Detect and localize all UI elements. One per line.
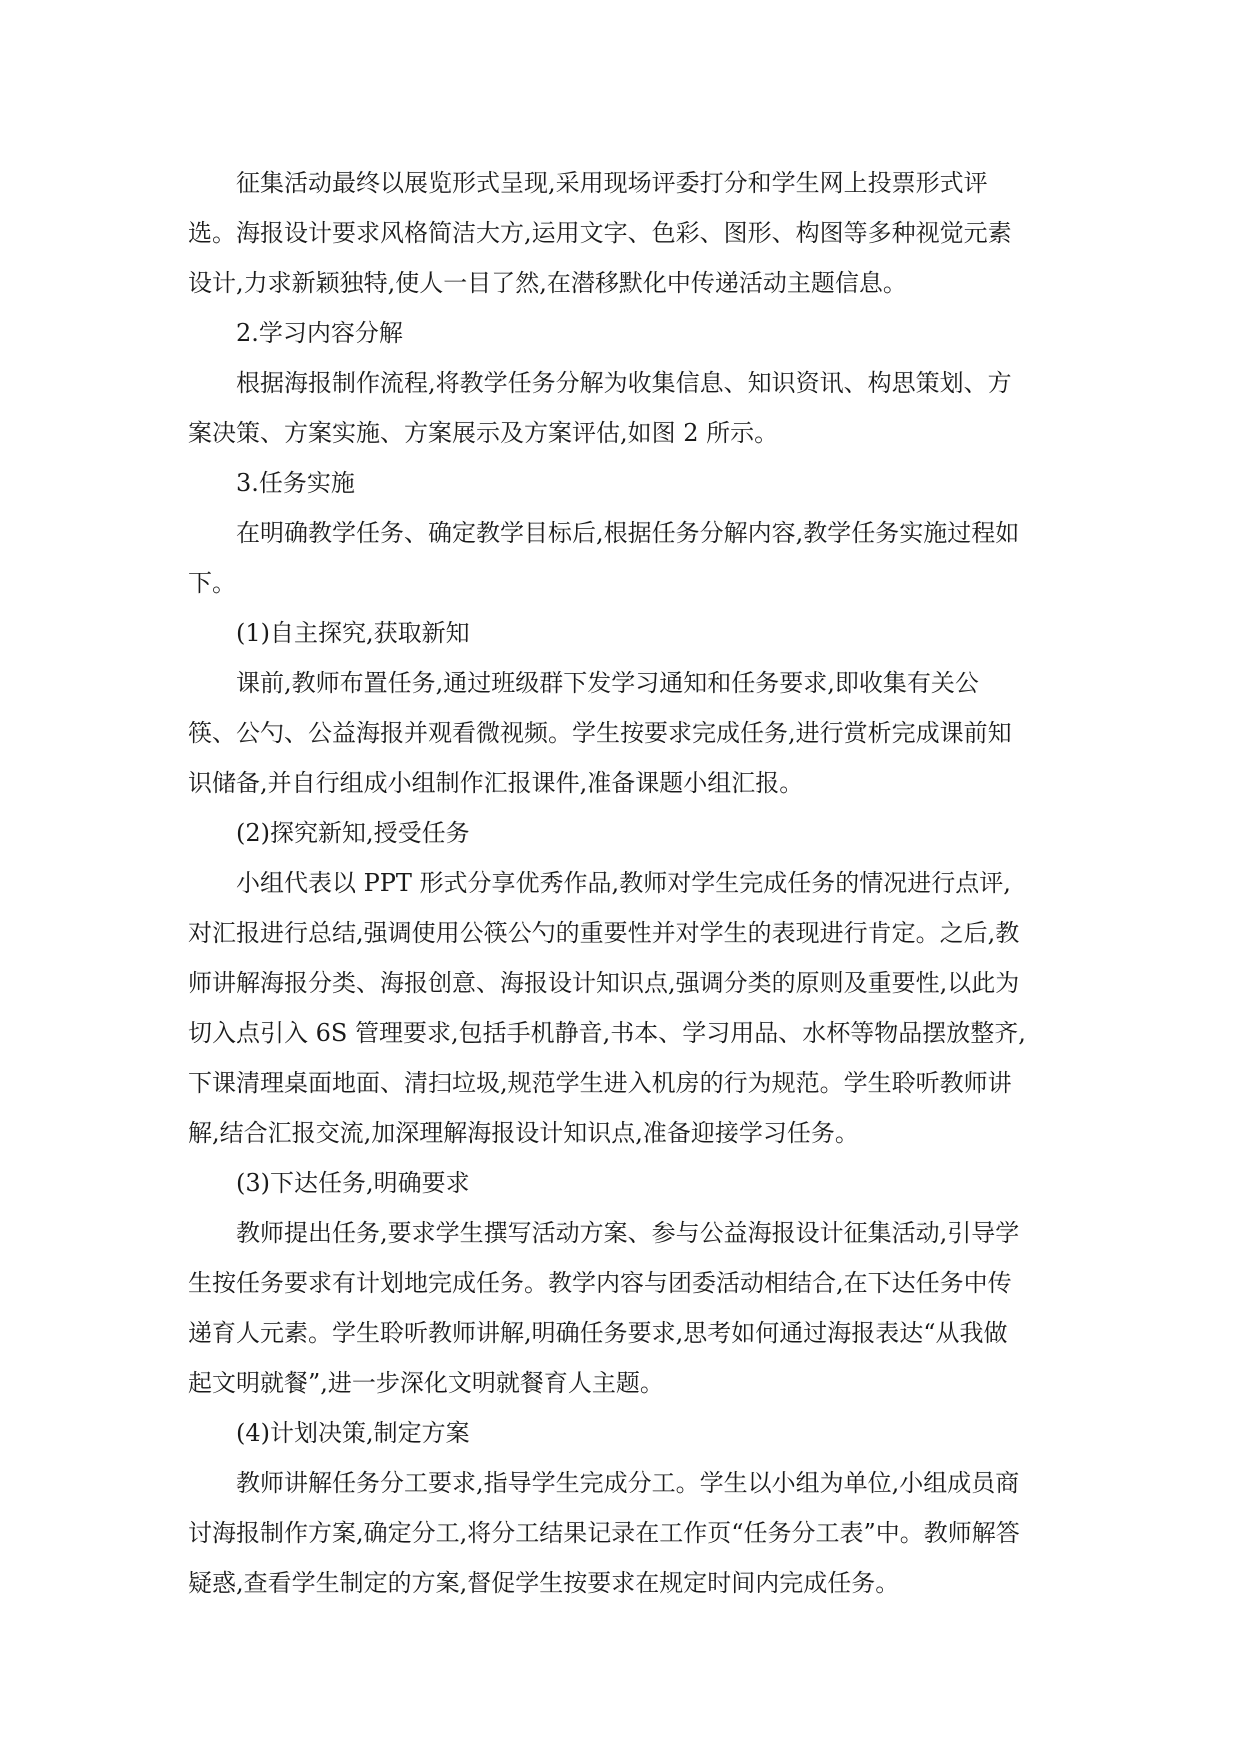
paragraph-line: 在明确教学任务、确定教学目标后,根据任务分解内容,教学任务实施过程如 [236,519,1020,547]
section-heading: 2.学习内容分解 [236,319,403,347]
paragraph-line: 设计,力求新颖独特,使人一目了然,在潜移默化中传递活动主题信息。 [188,269,907,297]
paragraph-line: 下。 [188,569,236,597]
paragraph-line: 起文明就餐”,进一步深化文明就餐育人主题。 [188,1369,664,1397]
paragraph-line: 解,结合汇报交流,加深理解海报设计知识点,准备迎接学习任务。 [188,1119,859,1147]
paragraph-line: 递育人元素。学生聆听教师讲解,明确任务要求,思考如何通过海报表达“从我做 [188,1319,1008,1347]
paragraph-line: 疑惑,查看学生制定的方案,督促学生按要求在规定时间内完成任务。 [188,1569,900,1597]
paragraph-line: 讨海报制作方案,确定分工,将分工结果记录在工作页“任务分工表”中。教师解答 [188,1519,1020,1547]
paragraph-line: 筷、公勺、公益海报并观看微视频。学生按要求完成任务,进行赏析完成课前知 [188,719,1012,747]
paragraph-line: 课前,教师布置任务,通过班级群下发学习通知和任务要求,即收集有关公 [236,669,979,697]
paragraph-line: 小组代表以 PPT 形式分享优秀作品,教师对学生完成任务的情况进行点评, [236,869,1011,897]
paragraph-line: 识储备,并自行组成小组制作汇报课件,准备课题小组汇报。 [188,769,804,797]
paragraph-line: 师讲解海报分类、海报创意、海报设计知识点,强调分类的原则及重要性,以此为 [188,969,1020,997]
subsection-heading: (4)计划决策,制定方案 [236,1419,470,1447]
paragraph-line: 征集活动最终以展览形式呈现,采用现场评委打分和学生网上投票形式评 [236,169,988,197]
paragraph-line: 教师提出任务,要求学生撰写活动方案、参与公益海报设计征集活动,引导学 [236,1219,1020,1247]
paragraph-line: 对汇报进行总结,强调使用公筷公勺的重要性并对学生的表现进行肯定。之后,教 [188,919,1020,947]
paragraph-line: 下课清理桌面地面、清扫垃圾,规范学生进入机房的行为规范。学生聆听教师讲 [188,1069,1012,1097]
subsection-heading: (3)下达任务,明确要求 [236,1169,470,1197]
subsection-heading: (2)探究新知,授受任务 [236,819,470,847]
subsection-heading: (1)自主探究,获取新知 [236,619,470,647]
paragraph-line: 选。海报设计要求风格简洁大方,运用文字、色彩、图形、构图等多种视觉元素 [188,219,1012,247]
paragraph-line: 教师讲解任务分工要求,指导学生完成分工。学生以小组为单位,小组成员商 [236,1469,1020,1497]
paragraph-line: 切入点引入 6S 管理要求,包括手机静音,书本、学习用品、水杯等物品摆放整齐, [188,1019,1026,1047]
paragraph-line: 根据海报制作流程,将教学任务分解为收集信息、知识资讯、构思策划、方 [236,369,1012,397]
paragraph-line: 生按任务要求有计划地完成任务。教学内容与团委活动相结合,在下达任务中传 [188,1269,1012,1297]
section-heading: 3.任务实施 [236,469,355,497]
document-body [188,158,1058,1608]
paragraph-line: 案决策、方案实施、方案展示及方案评估,如图 2 所示。 [188,419,779,447]
